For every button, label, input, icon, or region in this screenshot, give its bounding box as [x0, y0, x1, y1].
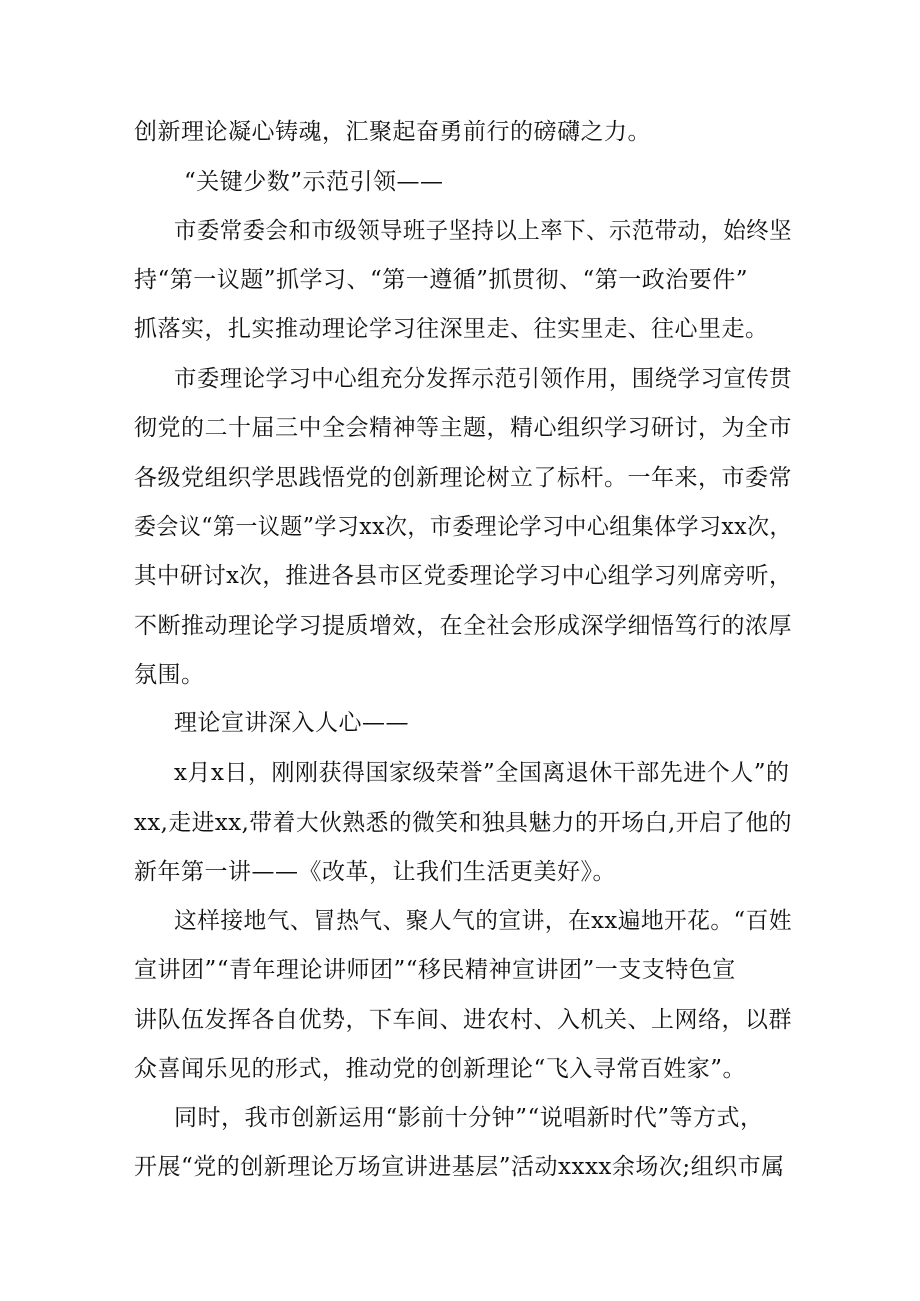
text-line-20: 众喜闻乐见的形式，推动党的创新理论“飞入寻常百姓家”。	[134, 1056, 747, 1082]
text-line-21: 同时，我市创新运用“影前十分钟”“说唱新时代”等方式，	[174, 1105, 764, 1131]
text-line-8: 各级党组织学思践悟党的创新理论树立了标杆。一年来，市委常	[134, 465, 792, 491]
text-line-11: 不断推动理论学习提质增效，在全社会形成深学细悟笃行的浓厚	[134, 613, 792, 639]
section-heading-theory-lectures: 理论宣讲深入人心——	[174, 710, 409, 736]
text-line-3: 市委常委会和市级领导班子坚持以上率下、示范带动，始终坚	[174, 218, 793, 244]
text-line-6: 市委理论学习中心组充分发挥示范引领作用，围绕学习宣传贯	[174, 366, 793, 392]
text-line-10: 其中研讨x次，推进各县市区党委理论学习中心组学习列席旁听，	[134, 563, 792, 589]
text-line-16: 新年第一讲——《改革，让我们生活更美好》。	[134, 859, 616, 885]
text-line-14: x月x日，刚刚获得国家级荣誉”全国离退休干部先进个人”的	[174, 760, 790, 786]
text-line-7: 彻党的二十届三中全会精神等主题，精心组织学习研讨，为全市	[134, 415, 792, 441]
text-line-18: 宣讲团”“青年理论讲师团”“移民精神宣讲团”一支支特色宣	[134, 957, 736, 983]
text-line-15: xx,走进xx,带着大伙熟悉的微笑和独具魅力的开场白,开启了他的	[134, 810, 792, 836]
section-heading-key-minority: “关键少数”示范引领——	[184, 169, 444, 195]
text-line-12: 氛围。	[134, 662, 205, 688]
text-line-5: 抓落实，扎实推动理论学习往深里走、往实里走、往心里走。	[134, 316, 769, 342]
text-line-22: 开展“党的创新理论万场宣讲进基层”活动xxxx余场次;组织市属	[134, 1154, 785, 1180]
text-line-1: 创新理论凝心铸魂，汇聚起奋勇前行的磅礴之力。	[134, 119, 651, 145]
text-line-19: 讲队伍发挥各自优势，下车间、进农村、入机关、上网络，以群	[134, 1007, 792, 1033]
text-line-9: 委会议“第一议题”学习xx次，市委理论学习中心组集体学习xx次，	[134, 514, 792, 540]
text-line-4: 持“第一议题”抓学习、“第一遵循”抓贯彻、“第一政治要件”	[134, 267, 749, 293]
text-line-17: 这样接地气、冒热气、聚人气的宣讲，在xx遍地开花。“百姓	[174, 908, 792, 934]
